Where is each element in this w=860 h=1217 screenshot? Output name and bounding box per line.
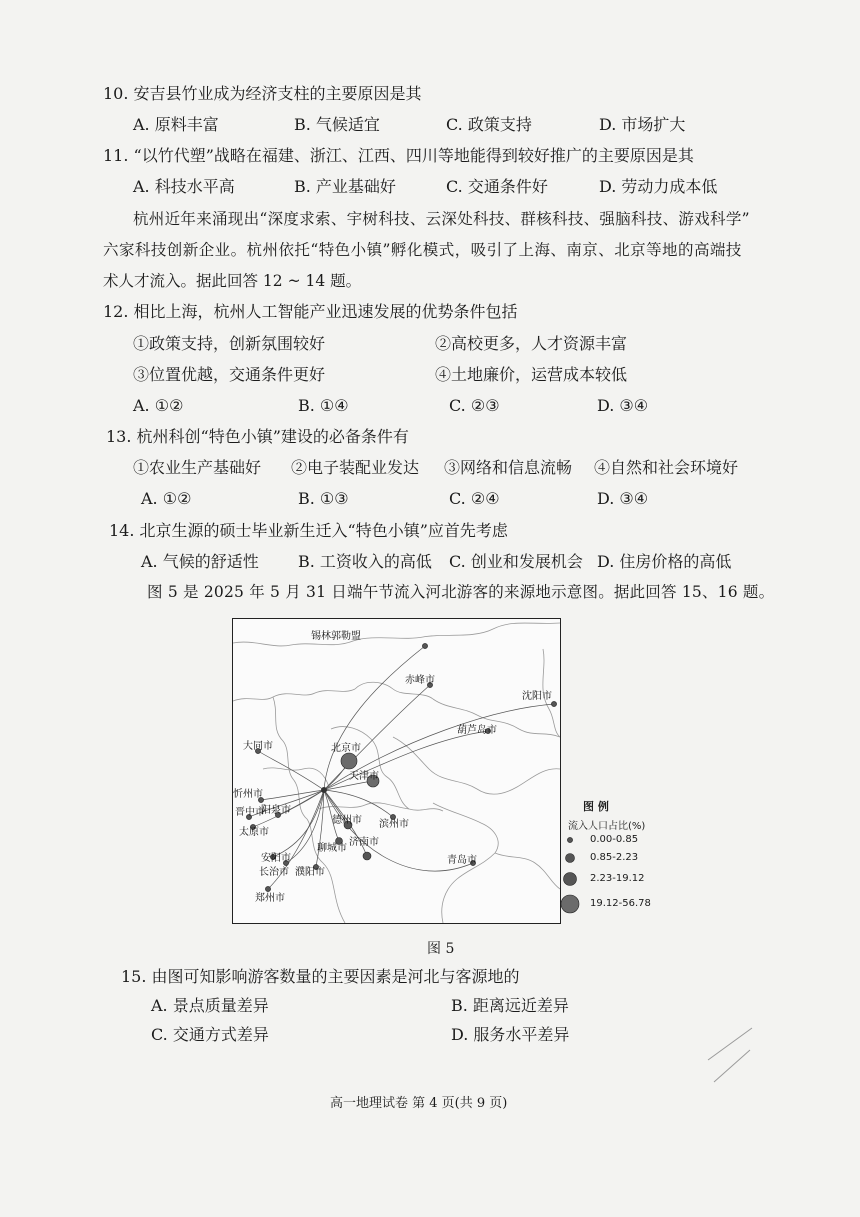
q14-option-c: C. 创业和发展机会 bbox=[449, 552, 583, 571]
q13-item-2: ②电子装配业发达 bbox=[291, 458, 420, 477]
label-changzhi: 长治市 bbox=[259, 867, 289, 878]
passage-a-line-1: 杭州近年来涌现出“深度求索、宇树科技、云深处科技、群核科技、强脑科技、游戏科学” bbox=[133, 210, 750, 228]
q13-option-c: C. ②④ bbox=[449, 489, 500, 508]
legend-circle-4 bbox=[561, 895, 579, 913]
q12-option-d: D. ③④ bbox=[597, 396, 649, 415]
q13-item-1: ①农业生产基础好 bbox=[133, 458, 262, 477]
label-datong: 大同市 bbox=[243, 741, 273, 752]
label-taiyuan: 太原市 bbox=[239, 827, 269, 838]
label-jinzhong: 晋中市 bbox=[235, 807, 265, 818]
q11-stem: 11. “以竹代塑”战略在福建、浙江、江西、四川等地能得到较好推广的主要原因是其 bbox=[103, 146, 694, 165]
q15-option-d: D. 服务水平差异 bbox=[451, 1025, 570, 1044]
marker-beijing bbox=[341, 753, 357, 769]
legend-item-4: 19.12-56.78 bbox=[590, 898, 651, 909]
label-anyang: 安阳市 bbox=[261, 853, 291, 864]
label-dezhou: 德州市 bbox=[332, 815, 362, 826]
legend-item-2: 0.85-2.23 bbox=[590, 852, 639, 863]
label-liaocheng: 聊城市 bbox=[317, 843, 347, 854]
q10-option-a: A. 原料丰富 bbox=[133, 115, 219, 134]
q14-option-b: B. 工资收入的高低 bbox=[298, 552, 432, 571]
q14-stem: 14. 北京生源的硕士毕业新生迁入“特色小镇”应首先考虑 bbox=[109, 521, 508, 540]
legend-circle-2 bbox=[566, 854, 575, 863]
pen-mark bbox=[700, 1020, 760, 1090]
q13-item-4: ④自然和社会环境好 bbox=[594, 458, 739, 477]
marker-jinan bbox=[363, 852, 371, 860]
q12-option-c: C. ②③ bbox=[449, 396, 500, 415]
label-puyang: 濮阳市 bbox=[295, 867, 325, 878]
q10-option-b: B. 气候适宜 bbox=[294, 115, 380, 134]
marker-shenyang bbox=[551, 701, 556, 706]
passage-a-line-3: 术人才流入。据此回答 12 ~ 14 题。 bbox=[103, 272, 362, 290]
figure-caption: 图 5 bbox=[427, 941, 455, 957]
q10-option-d: D. 市场扩大 bbox=[599, 115, 686, 134]
q13-item-3: ③网络和信息流畅 bbox=[444, 458, 573, 477]
legend-circle-1 bbox=[567, 837, 572, 842]
marker-zhengzhou bbox=[265, 886, 270, 891]
q10-option-c: C. 政策支持 bbox=[446, 115, 532, 134]
legend-symbols bbox=[560, 830, 590, 920]
q12-item-1: ①政策支持，创新氛围较好 bbox=[133, 334, 326, 353]
legend-item-3: 2.23-19.12 bbox=[590, 873, 645, 884]
q13-option-a: A. ①② bbox=[141, 489, 192, 508]
label-xilinguole: 锡林郭勒盟 bbox=[311, 631, 361, 642]
label-yangquan: 阳泉市 bbox=[261, 805, 291, 816]
label-tianjin: 天津市 bbox=[349, 771, 379, 782]
q12-item-3: ③位置优越，交通条件更好 bbox=[133, 365, 326, 384]
label-qingdao: 青岛市 bbox=[447, 855, 477, 866]
label-chifeng: 赤峰市 bbox=[405, 675, 435, 686]
marker-xilinguole bbox=[422, 643, 427, 648]
q13-stem: 13. 杭州科创“特色小镇”建设的必备条件有 bbox=[106, 427, 409, 446]
q11-option-d: D. 劳动力成本低 bbox=[599, 177, 718, 196]
q15-option-c: C. 交通方式差异 bbox=[151, 1025, 269, 1044]
q15-option-b: B. 距离远近差异 bbox=[451, 996, 569, 1015]
passage-b: 图 5 是 2025 年 5 月 31 日端午节流入河北游客的来源地示意图。据此回答 15、16 题。 bbox=[147, 583, 775, 601]
q12-item-4: ④土地廉价，运营成本较低 bbox=[435, 365, 628, 384]
q11-option-a: A. 科技水平高 bbox=[133, 177, 235, 196]
q14-option-a: A. 气候的舒适性 bbox=[141, 552, 259, 571]
source-map bbox=[232, 618, 561, 924]
legend-subtitle: 流入人口占比(%) bbox=[568, 821, 646, 832]
q11-option-b: B. 产业基础好 bbox=[294, 177, 396, 196]
legend-item-1: 0.00-0.85 bbox=[590, 834, 639, 845]
label-binzhou: 滨州市 bbox=[379, 819, 409, 830]
q15-option-a: A. 景点质量差异 bbox=[151, 996, 269, 1015]
q10-stem: 10. 安吉县竹业成为经济支柱的主要原因是其 bbox=[103, 84, 422, 103]
q12-option-b: B. ①④ bbox=[298, 396, 349, 415]
q15-stem: 15. 由图可知影响游客数量的主要因素是河北与客源地的 bbox=[121, 967, 520, 986]
label-shenyang: 沈阳市 bbox=[522, 691, 552, 702]
label-zhengzhou: 郑州市 bbox=[255, 893, 285, 904]
label-beijing: 北京市 bbox=[331, 743, 361, 754]
q13-option-b: B. ①③ bbox=[298, 489, 349, 508]
label-huludao: 葫芦岛市 bbox=[457, 725, 497, 736]
legend-circle-3 bbox=[564, 873, 577, 886]
q12-item-2: ②高校更多，人才资源丰富 bbox=[435, 334, 628, 353]
passage-a-line-2: 六家科技创新企业。杭州依托“特色小镇”孵化模式，吸引了上海、南京、北京等地的高端技 bbox=[103, 241, 742, 259]
q14-option-d: D. 住房价格的高低 bbox=[597, 552, 732, 571]
q12-stem: 12. 相比上海，杭州人工智能产业迅速发展的优势条件包括 bbox=[103, 302, 518, 321]
legend-title: 图 例 bbox=[583, 800, 609, 813]
label-jinan: 济南市 bbox=[349, 837, 379, 848]
q11-option-c: C. 交通条件好 bbox=[446, 177, 548, 196]
q13-option-d: D. ③④ bbox=[597, 489, 649, 508]
q12-option-a: A. ①② bbox=[133, 396, 184, 415]
label-xinzhou: 忻州市 bbox=[233, 789, 263, 800]
page-footer: 高一地理试卷 第 4 页(共 9 页) bbox=[330, 1096, 508, 1111]
